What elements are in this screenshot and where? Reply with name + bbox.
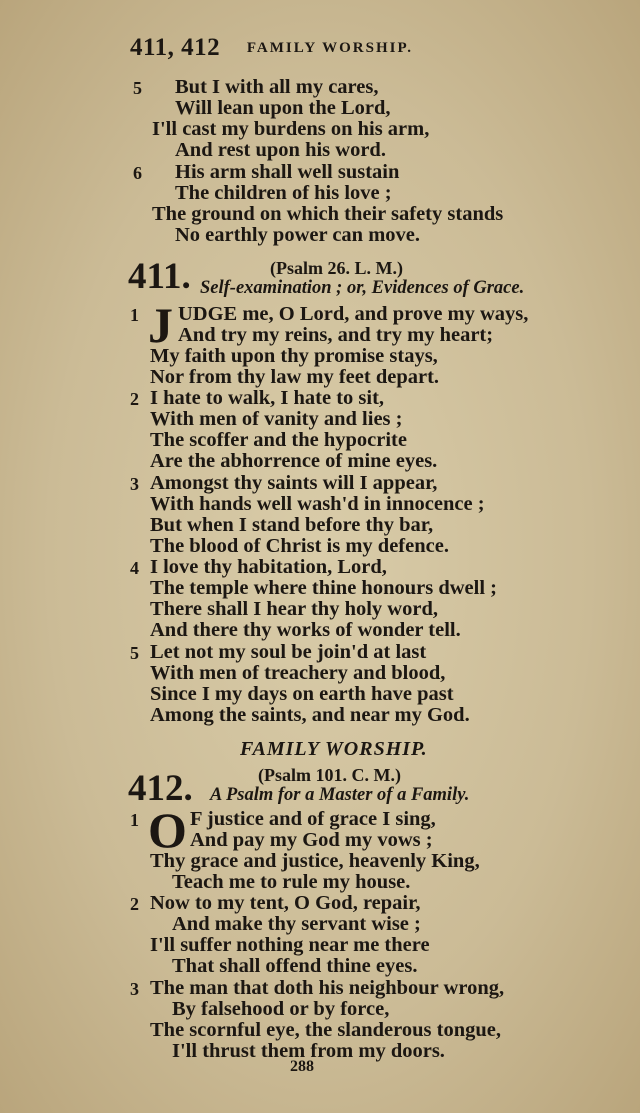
- verse-line: My faith upon thy promise stays,: [150, 345, 438, 367]
- verse-number: 3: [130, 979, 139, 999]
- verse-number: 1: [130, 810, 139, 830]
- hymn-meta: (Psalm 101. C. M.): [258, 765, 401, 785]
- verse-line: His arm shall well sustain: [175, 161, 400, 183]
- page-header: [130, 34, 413, 62]
- verse-line: There shall I hear thy holy word,: [150, 598, 438, 620]
- page-number: 288: [290, 1058, 314, 1075]
- verse-line: I'll thrust them from my doors.: [172, 1040, 445, 1062]
- verse-line: With hands well wash'd in innocence ;: [150, 493, 485, 515]
- verse-number: 5: [130, 643, 139, 663]
- verse-line: I love thy habitation, Lord,: [150, 556, 387, 578]
- verse-line: Thy grace and justice, heavenly King,: [150, 850, 480, 872]
- verse-line: Among the saints, and near my God.: [150, 704, 470, 726]
- verse-number: 2: [130, 894, 139, 914]
- verse-number: 5: [133, 78, 142, 98]
- drop-cap: J: [148, 297, 173, 353]
- verse-line: Are the abhorrence of mine eyes.: [150, 450, 438, 472]
- verse-line: That shall offend thine eyes.: [172, 955, 418, 977]
- verse-line: And pay my God my vows ;: [190, 829, 433, 851]
- header-page-numbers: 411, 412: [130, 34, 221, 61]
- verse-line: And try my reins, and try my heart;: [178, 324, 494, 346]
- running-title: FAMILY WORSHIP.: [246, 40, 414, 56]
- verse-line: I hate to walk, I hate to sit,: [150, 387, 385, 409]
- verse-line: Nor from thy law my feet depart.: [150, 366, 440, 388]
- hymn-subtitle: A Psalm for a Master of a Family.: [210, 785, 470, 805]
- verse-line: No earthly power can move.: [175, 224, 421, 246]
- verse-number: 1: [130, 305, 139, 325]
- verse-line: With men of treachery and blood,: [150, 662, 446, 684]
- verse-line: The man that doth his neighbour wrong,: [150, 977, 505, 999]
- hymn-subtitle: Self-examination ; or, Evidences of Grace.: [200, 278, 525, 298]
- verse-line: I'll cast my burdens on his arm,: [152, 118, 430, 140]
- verse-line: Teach me to rule my house.: [172, 871, 411, 893]
- drop-cap: O: [148, 802, 187, 858]
- verse-line: But when I stand before thy bar,: [150, 514, 434, 536]
- verse-number: 4: [130, 558, 139, 578]
- verse-line: UDGE me, O Lord, and prove my ways,: [178, 303, 529, 325]
- verse-line: And make thy servant wise ;: [172, 913, 421, 935]
- verse-line: Now to my tent, O God, repair,: [150, 892, 421, 914]
- verse-line: The blood of Christ is my defence.: [150, 535, 449, 557]
- verse-line: With men of vanity and lies ;: [150, 408, 403, 430]
- verse-line: Let not my soul be join'd at last: [150, 641, 427, 663]
- hymn-number: 412.: [128, 768, 193, 809]
- verse-number: 3: [130, 474, 139, 494]
- verse-line: The children of his love ;: [175, 182, 392, 204]
- verse-line: The ground on which their safety stands: [152, 203, 504, 225]
- verse-line: By falsehood or by force,: [172, 998, 390, 1020]
- verse-number: 2: [130, 389, 139, 409]
- hymn-number: 411.: [128, 256, 191, 297]
- verse-line: F justice and of grace I sing,: [190, 808, 436, 830]
- verse-line: The temple where thine honours dwell ;: [150, 577, 497, 599]
- verse-line: I'll suffer nothing near me there: [150, 934, 430, 956]
- verse-line: The scornful eye, the slanderous tongue,: [150, 1019, 501, 1041]
- verse-line: Since I my days on earth have past: [150, 683, 454, 705]
- verse-line: But I with all my cares,: [175, 76, 379, 98]
- verse-line: Amongst thy saints will I appear,: [150, 472, 438, 494]
- verse-line: And rest upon his word.: [175, 139, 386, 161]
- hymn-meta: (Psalm 26. L. M.): [270, 258, 403, 278]
- verse-line: Will lean upon the Lord,: [175, 97, 391, 119]
- verse-line: The scoffer and the hypocrite: [150, 429, 407, 451]
- verse-line: And there thy works of wonder tell.: [150, 619, 461, 641]
- section-heading: FAMILY WORSHIP.: [240, 738, 428, 760]
- verse-number: 6: [133, 163, 142, 183]
